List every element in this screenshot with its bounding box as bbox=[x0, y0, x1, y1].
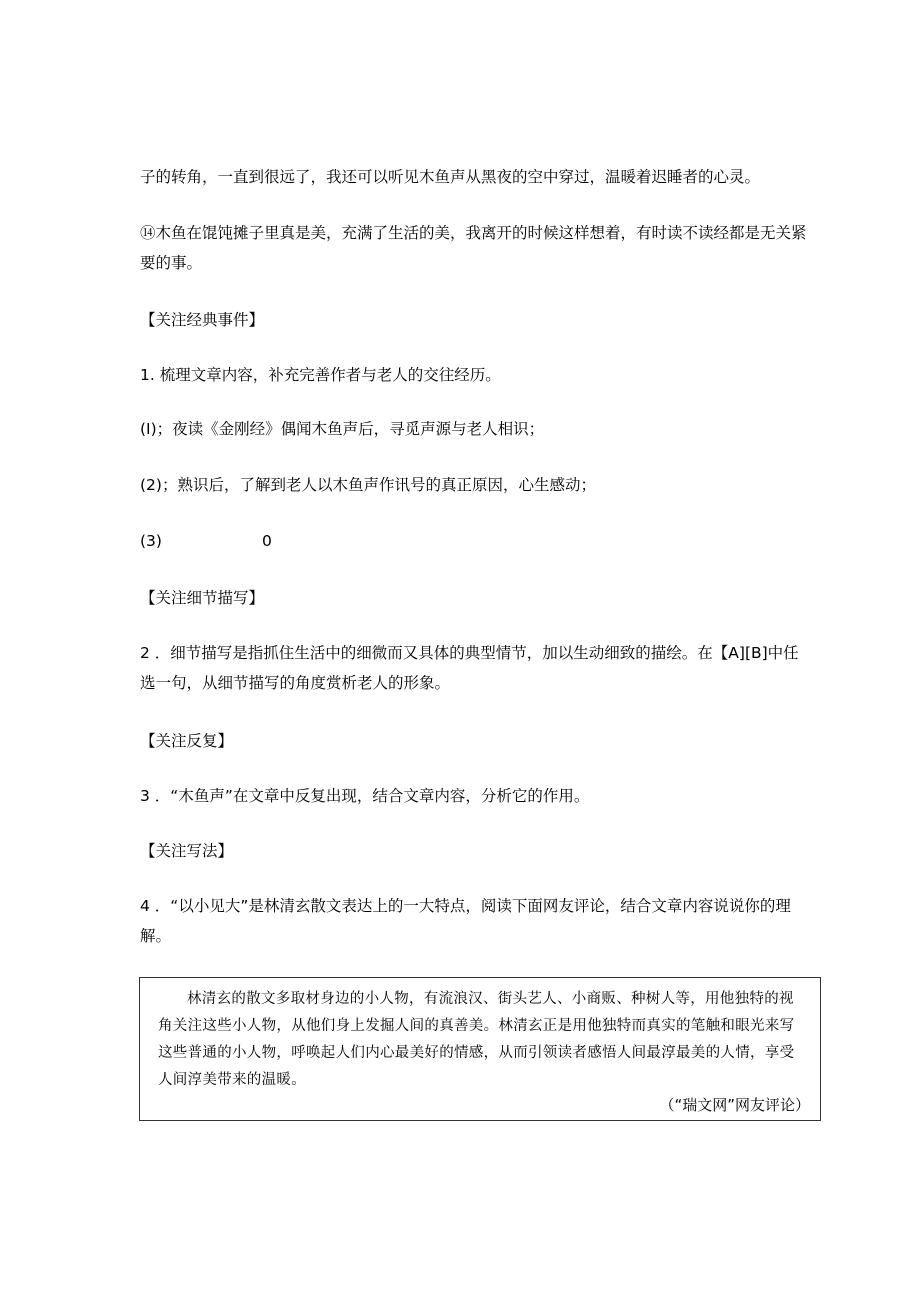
question-3: 3 ．“木鱼声”在文章中反复出现，结合文章内容，分析它的作用。 bbox=[140, 787, 590, 805]
question-1-item-3-end: 0 bbox=[261, 532, 272, 550]
paragraph-14-line-1: ⑭木鱼在馄饨摊子里真是美，充满了生活的美，我离开的时候这样想着，有时读不读经都是无关紧 bbox=[140, 224, 807, 242]
paragraph-13-tail: 子的转角，一直到很远了，我还可以听见木鱼声从黑夜的空中穿过，温暖着迟睡者的心灵。 bbox=[140, 168, 761, 186]
paragraph-14-line-2: 要的事。 bbox=[140, 254, 203, 272]
section-heading-repetition: 【关注反复】 bbox=[140, 732, 234, 750]
question-2-line-1: 2 ．细节描写是指抓住生活中的细微而又具体的典型情节，加以生动细致的描绘。在【A][B]中任 bbox=[140, 644, 799, 662]
question-1-item-3 bbox=[140, 526, 820, 556]
commentary-quote-text: 林清玄的散文多取材身边的小人物，有流浪汉、街头艺人、小商贩、种树人等，用他独特的视角关注这些小人物，从他们身上发掘人间的真善美。林清玄正是用他独特而真实的笔触和眼光来写这些普通的小人物，呼唤起人们内心最美好的情感，从而引领读者感悟人间最淳最美的人情，享受人间淳美带来的温暖。 bbox=[158, 991, 795, 1088]
section-heading-writing-method: 【关注写法】 bbox=[140, 842, 234, 860]
question-4-line-1: 4 ．“以小见大”是林清玄散文表达上的一大特点，阅读下面网友评论，结合文章内容说说你的理 bbox=[140, 897, 791, 915]
commentary-quote-source: （“瑞文网”网友评论） bbox=[659, 1096, 810, 1114]
commentary-quote-box bbox=[139, 977, 821, 1121]
section-heading-classic-events: 【关注经典事件】 bbox=[140, 311, 265, 329]
section-heading-detail-description: 【关注细节描写】 bbox=[140, 589, 265, 607]
question-1: 1. 梳理文章内容，补充完善作者与老人的交往经历。 bbox=[140, 366, 501, 384]
question-1-item-3-label: (3) bbox=[140, 532, 162, 550]
question-4-line-2: 解。 bbox=[140, 927, 172, 945]
question-2-line-2: 选一句，从细节描写的角度赏析老人的形象。 bbox=[140, 674, 451, 692]
question-1-item-1: (I)；夜读《金刚经》偶闻木鱼声后，寻觅声源与老人相识； bbox=[140, 420, 545, 438]
question-1-item-2: (2)；熟识后，了解到老人以木鱼声作讯号的真正原因，心生感动； bbox=[140, 476, 596, 494]
